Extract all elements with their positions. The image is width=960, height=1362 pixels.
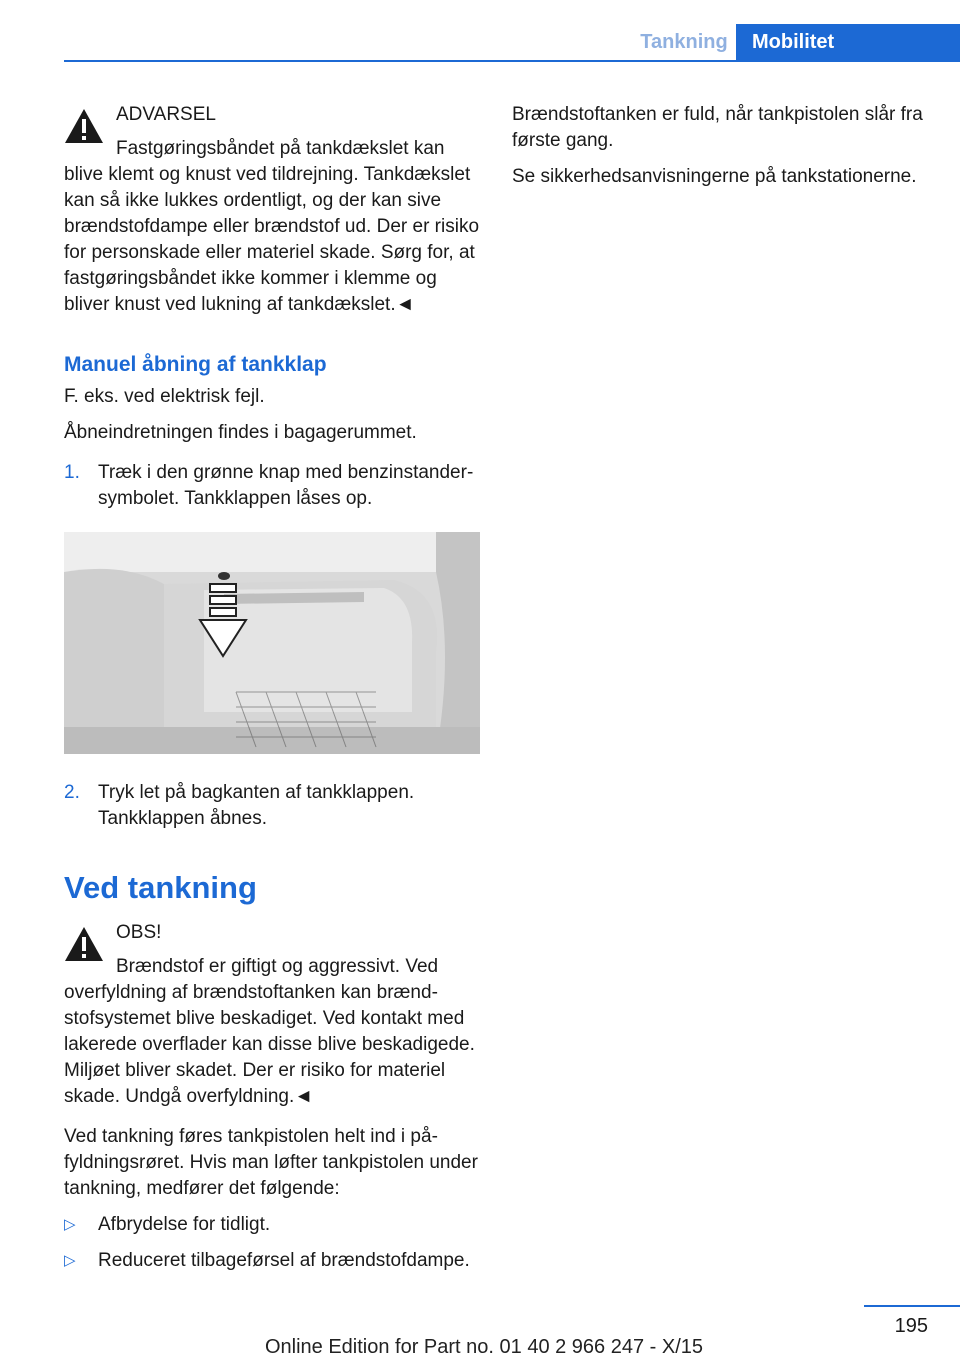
list-item — [64, 1248, 480, 1274]
warning-box — [64, 102, 480, 318]
notice-text: Brændstof er giftigt og aggressivt. Ved overfyldning af brændstoftanken kan brændstofsystemet blive beskadiget. Ved kontakt med lakerede overflader kan disse blive beskadigede. Miljøet bliver skadet. Der er risiko for materiel skade. Undgå overfyldning.◄ — [64, 956, 475, 1107]
notice-box — [64, 920, 480, 1110]
warning-text: Fastgøringsbåndet på tankdækslet kan blive klemt og knust ved tildrejning. Tankdækslet kan så ikke lukkes ordentligt, og der kan sive brændstofdampe eller brændstof ud. Der er risiko for personskade eller materiel skade. Sørg for, at fastgøringsbåndet ikke kommer i klemme og bliver knust ved lukning af tankdækslet.◄ — [64, 138, 480, 315]
step-number: 1. — [64, 462, 80, 483]
step-item — [64, 460, 480, 512]
right-column — [512, 102, 928, 200]
left-column — [64, 102, 480, 1284]
step-text: Tryk let på bagkanten af tankklappen. Tankklappen åbnes. — [98, 782, 415, 829]
triangle-bullet-icon: ▷ — [64, 1252, 76, 1269]
edition-footer: Online Edition for Part no. 01 40 2 966 247 - X/15 — [264, 1336, 704, 1358]
notice-title: OBS! — [116, 922, 162, 943]
trunk-figure — [64, 532, 480, 754]
paragraph: Ved tankning føres tankpistolen helt ind i påfyldningsrøret. Hvis man løfter tankpistolen under tankning, medfører det følgende: — [64, 1126, 478, 1199]
paragraph: Se sikkerhedsanvisningerne på tankstationerne. — [512, 166, 917, 187]
list-item-text: Reduceret tilbageførsel af brændstofdampe. — [98, 1250, 470, 1271]
section-heading: Ved tankning — [64, 870, 257, 905]
step-text: Træk i den grønne knap med benzinstander-symbolet. Tankklappen låses op. — [98, 462, 474, 509]
warning-icon — [64, 108, 104, 144]
list-item-text: Afbrydelse for tidligt. — [98, 1214, 271, 1235]
footer-rule — [864, 1305, 960, 1307]
step-number: 2. — [64, 782, 80, 803]
warning-icon — [64, 926, 104, 962]
list-item — [64, 1212, 480, 1238]
paragraph: Åbneindretningen findes i bagagerummet. — [64, 422, 417, 443]
header-rule — [64, 60, 960, 62]
warning-title: ADVARSEL — [116, 104, 216, 125]
section-subheading: Manuel åbning af tankklap — [64, 353, 327, 376]
page-number: 195 — [894, 1315, 928, 1337]
tab-tankning[interactable]: Tankning — [640, 31, 728, 53]
step-item — [64, 780, 480, 832]
paragraph: Brændstoftanken er fuld, når tankpistolen slår fra første gang. — [512, 104, 923, 151]
paragraph: F. eks. ved elektrisk fejl. — [64, 386, 265, 407]
tab-mobilitet[interactable]: Mobilitet — [736, 24, 960, 60]
triangle-bullet-icon: ▷ — [64, 1216, 76, 1233]
